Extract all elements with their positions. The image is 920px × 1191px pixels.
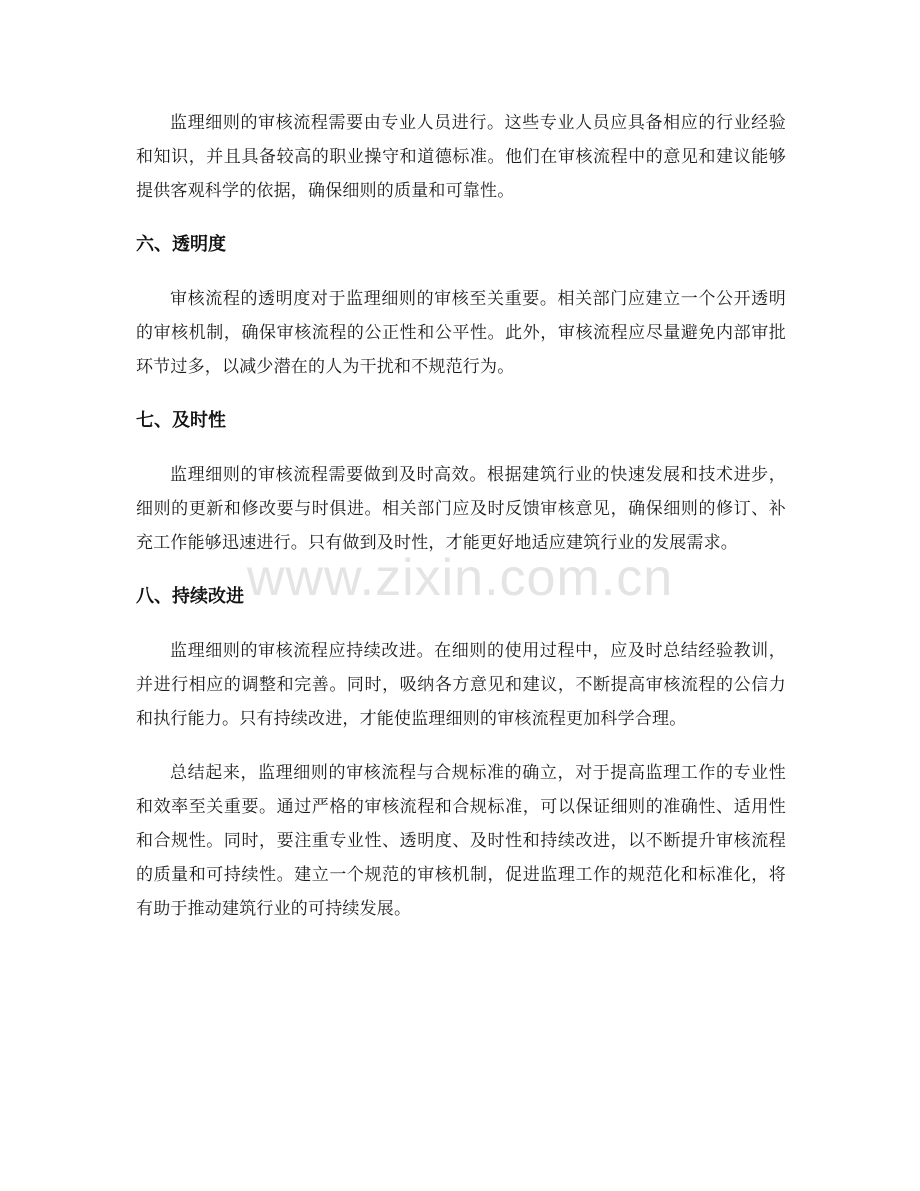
watermark: www.zixin.com.cn [246, 549, 674, 607]
section-heading-continuous-improvement: 八、持续改进 [136, 586, 244, 607]
document-body [136, 106, 786, 946]
intro-paragraph: 监理细则的审核流程需要由专业人员进行。这些专业人员应具备相应的行业经验和知识，并且具备较高的职业操守和道德标准。他们在审核流程中的意见和建议能够提供客观科学的依据，确保细则的质量和可靠性。 [136, 113, 786, 201]
timeliness-paragraph: 监理细则的审核流程需要做到及时高效。根据建筑行业的快速发展和技术进步，细则的更新和修改要与时俱进。相关部门应及时反馈审核意见，确保细则的修订、补充工作能够迅速进行。只有做到及时性，才能更好地适应建筑行业的发展需求。 [136, 465, 786, 553]
summary-paragraph: 总结起来，监理细则的审核流程与合规标准的确立，对于提高监理工作的专业性和效率至关重要。通过严格的审核流程和合规标准，可以保证细则的准确性、适用性和合规性。同时，要注重专业性、透明度、及时性和持续改进，以不断提升审核流程的质量和可持续性。建立一个规范的审核机制，促进监理工作的规范化和标准化，将有助于推动建筑行业的可持续发展。 [136, 763, 786, 919]
section-heading-transparency: 六、透明度 [136, 234, 226, 255]
section-heading-timeliness: 七、及时性 [136, 410, 226, 431]
continuous-improvement-paragraph: 监理细则的审核流程应持续改进。在细则的使用过程中，应及时总结经验教训，并进行相应的调整和完善。同时，吸纳各方意见和建议，不断提高审核流程的公信力和执行能力。只有持续改进，才能使监理细则的审核流程更加科学合理。 [136, 641, 786, 729]
transparency-paragraph: 审核流程的透明度对于监理细则的审核至关重要。相关部门应建立一个公开透明的审核机制，确保审核流程的公正性和公平性。此外，审核流程应尽量避免内部审批环节过多，以减少潜在的人为干扰和不规范行为。 [136, 289, 786, 377]
